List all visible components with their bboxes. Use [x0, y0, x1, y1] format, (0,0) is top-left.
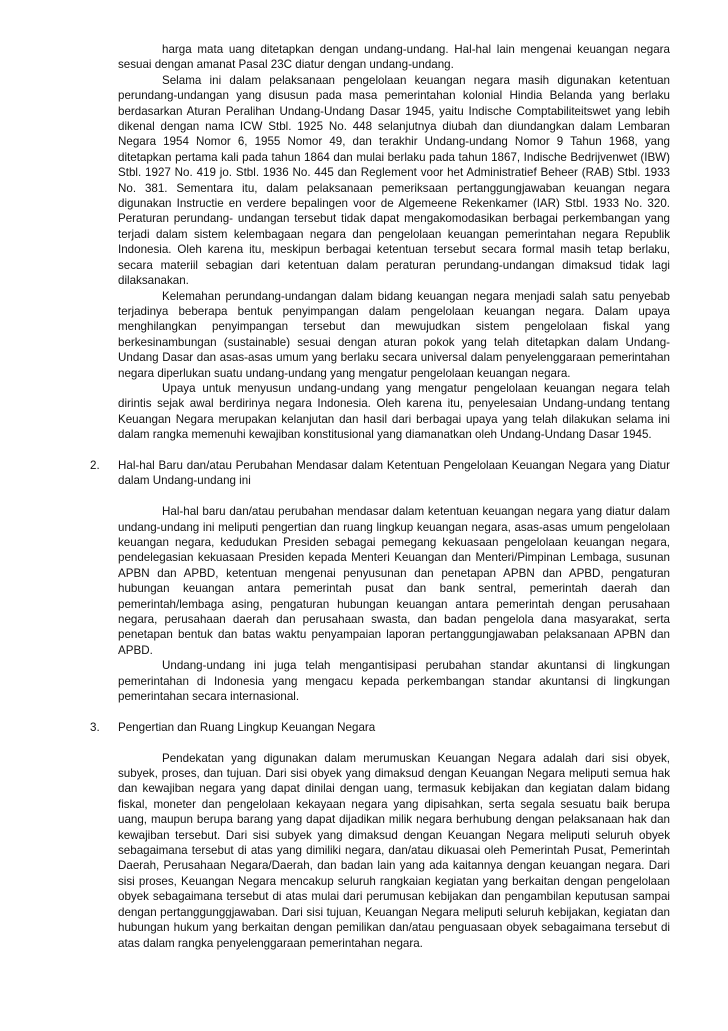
spacer [118, 443, 670, 458]
spacer [118, 704, 670, 719]
section-2-paragraph: Undang-undang ini juga telah mengantisipasi perubahan standar akuntansi di lingkungan pemerintahan di Indonesia yang mengacu kepada perkembangan standar akuntansi di lingkungan pemerintahan secara internasional. [118, 659, 670, 704]
paragraph-colonial-laws: Selama ini dalam pelaksanaan pengelolaan keuangan negara masih digunakan ketentuan perundang-undangan yang disusun pada masa pemerintahan kolonial Hindia Belanda yang berlaku berdasarkan Aturan Peralihan Undang-Undang Dasar 1945, yaitu Indische Comptabiliteitswet yang lebih dikenal dengan nama ICW Stbl. 1925 No. 448 selanjutnya diubah dan diundangkan dalam Lembaran Negara 1954 Nomor 6, 1955 Nomor 49, dan terakhir Undang-undang Nomor 9 Tahun 1968, yang ditetapkan pertama kali pada tahun 1864 dan mulai berlaku pada tahun 1867, Indische Bedrijvenwet (IBW) Stbl. 1927 No. 419 jo. Stbl. 1936 No. 445 dan Reglement voor het Administratief Beheer (RAB) Stbl. 1933 No. 381. Sementara itu, dalam pelaksanaan pemeriksaan pertanggungjawaban keuangan negara digunakan Instructie en verdere bepalingen voor de Algemeene Rekenkamer (IAR) Stbl. 1933 No. 320. Peraturan perundang- undangan tersebut tidak dapat mengakomodasikan berbagai perkembangan yang terjadi dalam sistem kelembagaan negara dan pengelolaan keuangan pemerintahan negara Republik Indonesia. Oleh karena itu, meskipun berbagai ketentuan tersebut secara formal masih tetap berlaku, secara materiil sebagian dari ketentuan dalam peraturan perundang-undangan dimaksud tidak lagi dilaksanakan. [118, 73, 670, 288]
paragraph-weakness: Kelemahan perundang-undangan dalam bidang keuangan negara menjadi salah satu penyebab terjadinya beberapa bentuk penyimpangan dalam pengelolaan keuangan negara. Dalam upaya menghilangkan penyimpangan tersebut dan mewujudkan sistem pengelolaan fiskal yang berkesinambungan (sustainable) sesuai dengan aturan pokok yang telah ditetapkan dalam Undang-Undang Dasar dan asas-asas umum yang berlaku secara universal dalam penyelenggaraan pemerintahan negara diperlukan suatu undang-undang yang mengatur pengelolaan keuangan negara. [118, 289, 670, 380]
section-2-title: Hal-hal Baru dan/atau Perubahan Mendasar dalam Ketentuan Pengelolaan Keuangan Negara yang Diatur dalam Undang-undang ini [118, 458, 670, 488]
spacer [118, 489, 670, 504]
section-3-number: 3. [90, 720, 100, 734]
section-3-title: Pengertian dan Ruang Lingkup Keuangan Negara [118, 720, 376, 734]
spacer [118, 735, 670, 750]
section-3 [90, 720, 670, 951]
section-3-paragraph: Pendekatan yang digunakan dalam merumuskan Keuangan Negara adalah dari sisi obyek, subyek, proses, dan tujuan. Dari sisi obyek yang dimaksud dengan Keuangan Negara meliputi semua hak dan kewajiban negara yang dapat dinilai dengan uang, termasuk kebijakan dan kegiatan dalam bidang fiskal, moneter dan pengelolaan kekayaan negara yang dipisahkan, serta segala sesuatu baik berupa uang, maupun berupa barang yang dapat dijadikan milik negara berhubung dengan pelaksanaan hak dan kewajiban tersebut. Dari sisi subyek yang dimaksud dengan Keuangan Negara meliputi seluruh obyek sebagaimana tersebut di atas yang dimiliki negara, dan/atau dikuasai oleh Pemerintah Pusat, Pemerintah Daerah, Perusahaan Negara/Daerah, dan badan lain yang ada kaitannya dengan keuangan negara. Dari sisi proses, Keuangan Negara mencakup seluruh rangkaian kegiatan yang berkaitan dengan pengelolaan obyek sebagaimana tersebut di atas mulai dari perumusan kebijakan dan pengambilan keputusan sampai dengan pertanggunggjawaban. Dari sisi tujuan, Keuangan Negara meliputi seluruh kebijakan, kegiatan dan hubungan hukum yang berkaitan dengan pemilikan dan/atau penguasaan obyek sebagaimana tersebut di atas dalam rangka penyelenggaraan pemerintahan negara. [118, 751, 670, 950]
paragraph-currency: harga mata uang ditetapkan dengan undang-undang. Hal-hal lain mengenai keuangan negara sesuai dengan amanat Pasal 23C diatur dengan undang-undang. [118, 43, 670, 72]
section-2-number: 2. [90, 458, 100, 472]
section-2-paragraph: Hal-hal baru dan/atau perubahan mendasar dalam ketentuan keuangan negara yang diatur dalam undang-undang ini meliputi pengertian dan ruang lingkup keuangan negara, asas-asas umum pengelolaan keuangan negara, kedudukan Presiden sebagai pemegang kekuasaan pengelolaan keuangan negara, pendelegasian kekuasaan Presiden kepada Menteri Keuangan dan Menteri/Pimpinan Lembaga, susunan APBN dan APBD, ketentuan mengenai penyusunan dan penetapan APBN dan APBD, pengaturan hubungan keuangan antara pemerintah pusat dan bank sentral, pemerintah daerah dan pemerintah/lembaga asing, pengaturan hubungan keuangan antara pemerintah dengan perusahaan negara, perusahaan daerah dan perusahaan swasta, dan badan pengelola dana masyarakat, serta penetapan bentuk dan batas waktu penyampaian laporan pertanggungjawaban pelaksanaan APBN dan APBD. [118, 505, 670, 657]
paragraph-effort: Upaya untuk menyusun undang-undang yang mengatur pengelolaan keuangan negara telah dirintis sejak awal berdirinya negara Indonesia. Oleh karena itu, penyelesaian Undang-undang tentang Keuangan Negara merupakan kelanjutan dan hasil dari berbagai upaya yang telah dilakukan selama ini dalam rangka memenuhi kewajiban konstitusional yang diamanatkan oleh Undang-Undang Dasar 1945. [118, 381, 670, 442]
page-content [90, 42, 670, 951]
section-2 [90, 458, 670, 704]
